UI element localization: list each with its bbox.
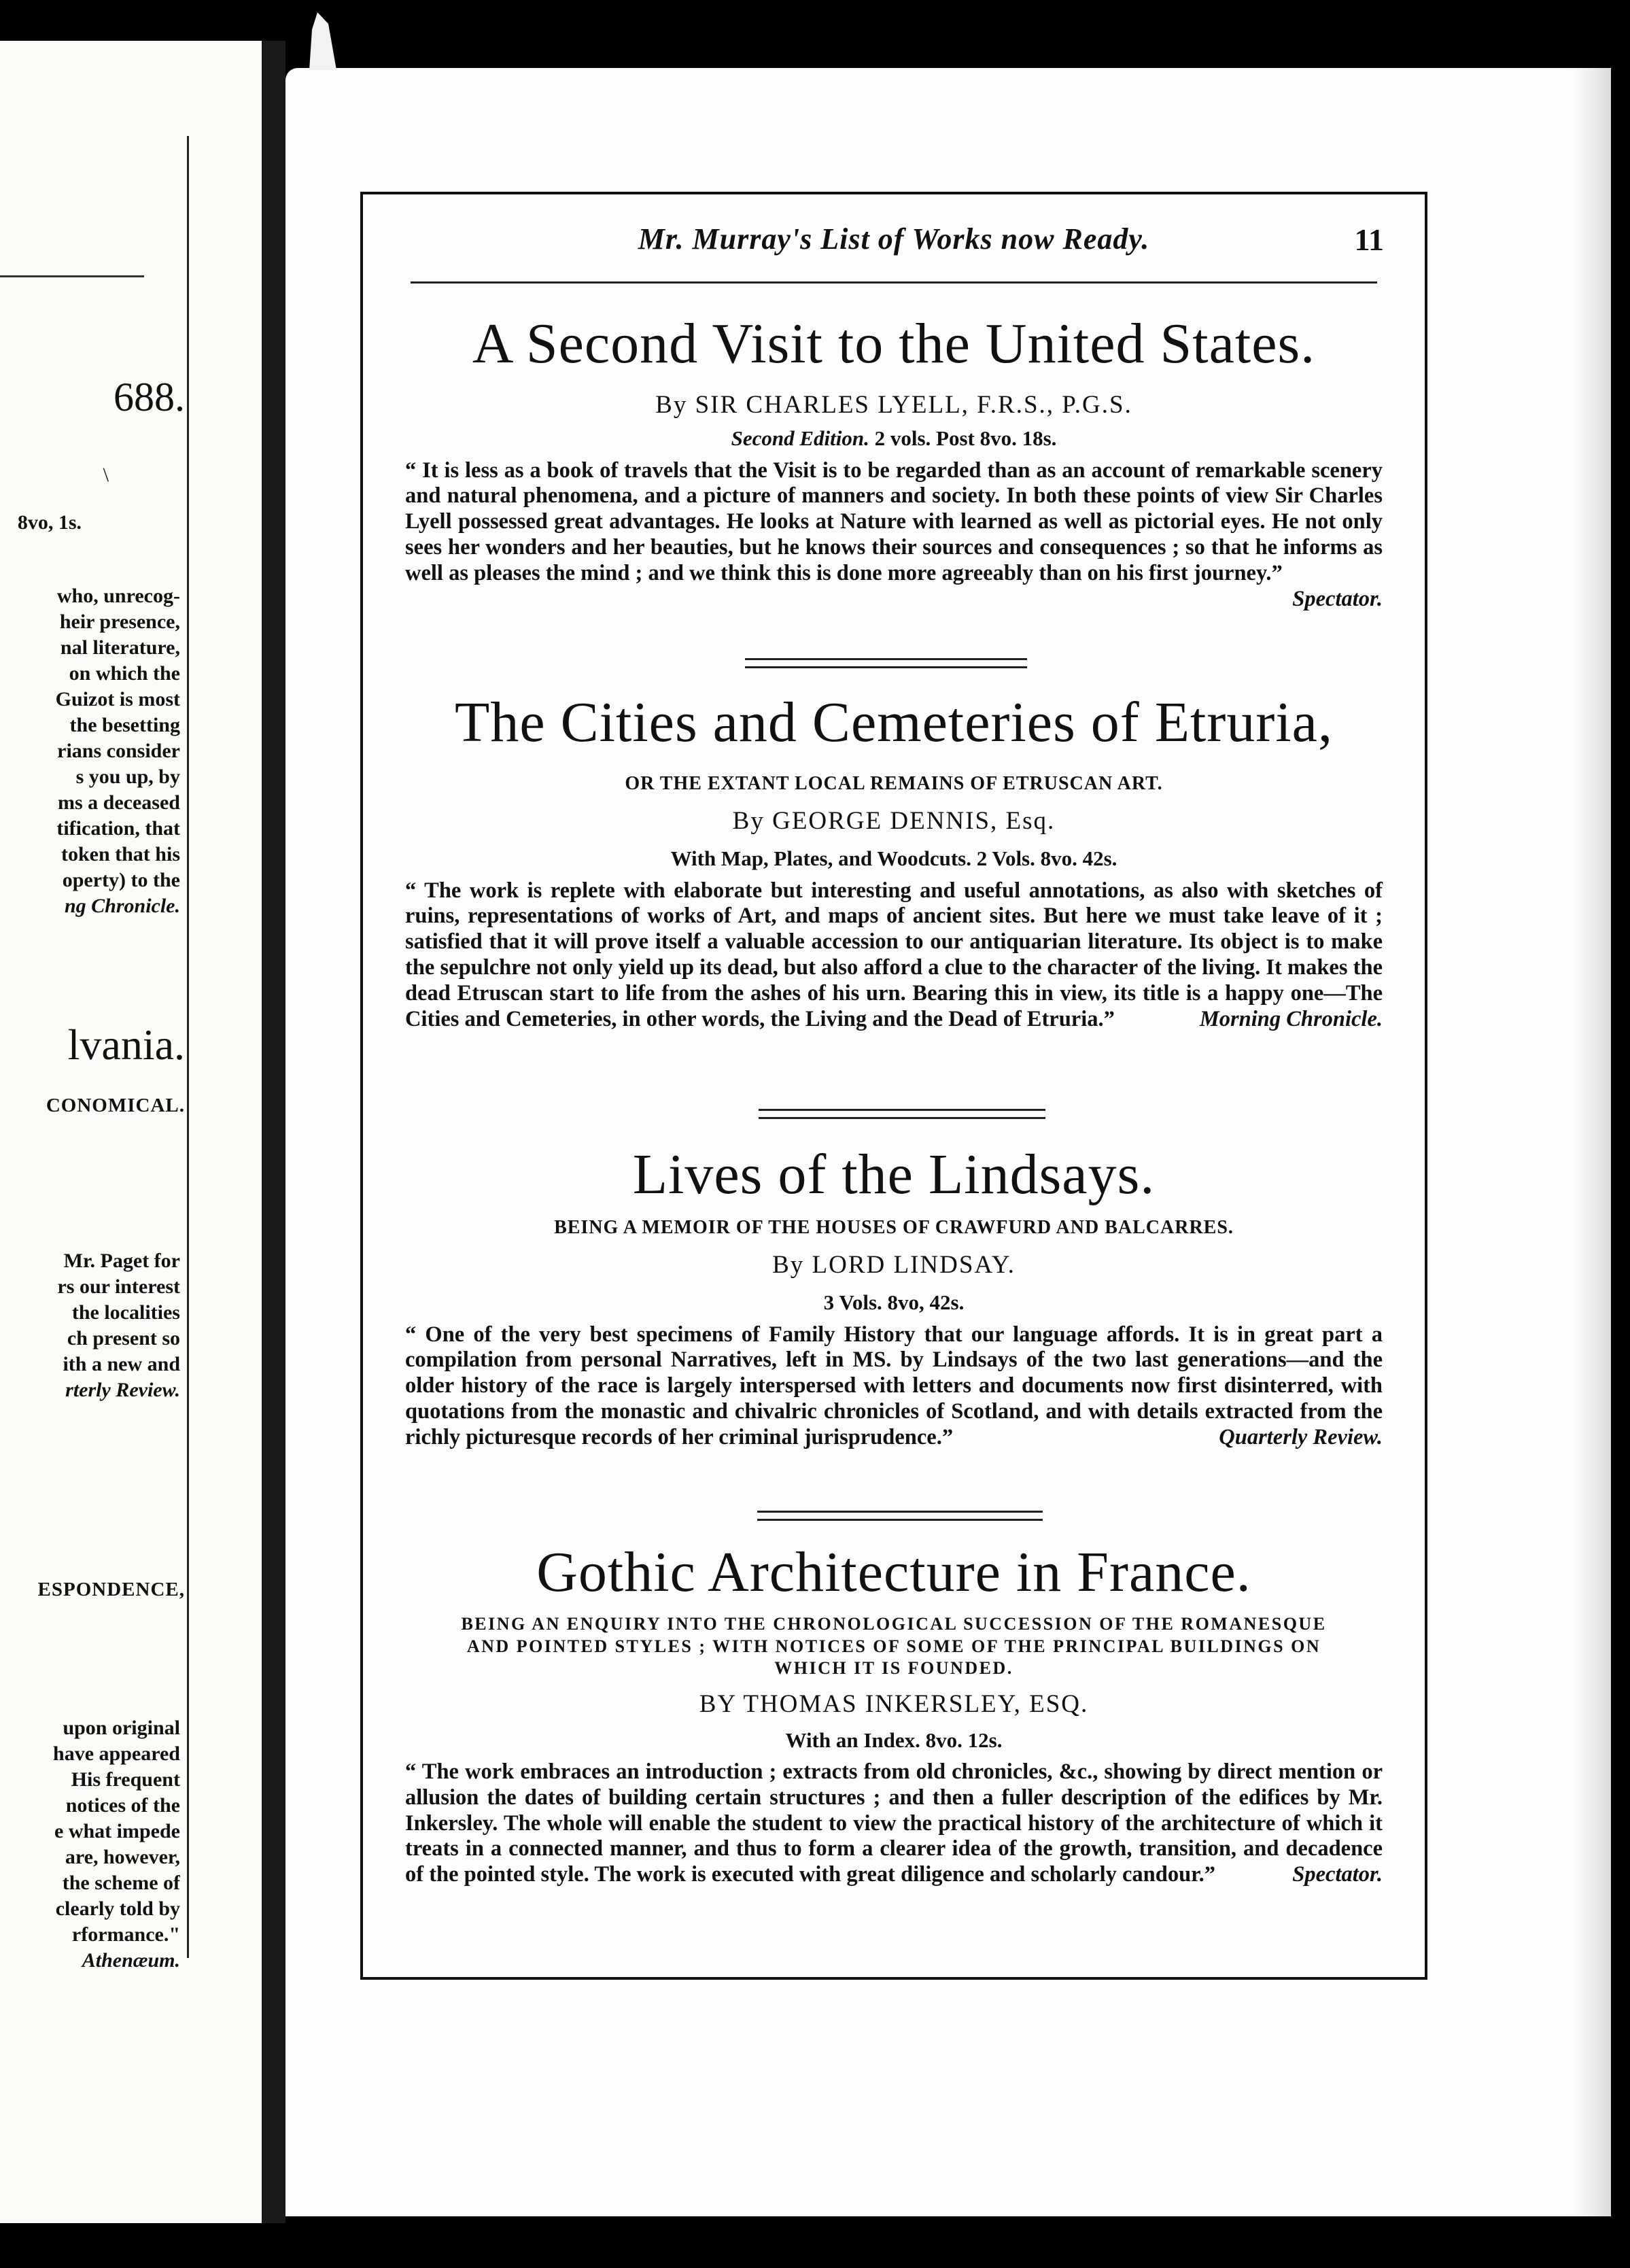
review-line: ms a deceased: [58, 791, 180, 814]
review-line: operty) to the: [62, 869, 180, 891]
review-line: rians consider: [57, 740, 180, 762]
left-page-mark: \: [103, 464, 109, 486]
review-line: upon original: [63, 1717, 180, 1739]
book-review-quote: [405, 1322, 1383, 1451]
book-review-quote: [405, 878, 1383, 1033]
section-divider: [745, 658, 1027, 668]
review-line: ch present so: [67, 1327, 180, 1350]
quote-source: Spectator.: [1292, 1862, 1383, 1887]
review-line: s you up, by: [75, 766, 180, 788]
left-page-title-2: lvania.: [67, 1020, 185, 1069]
left-page-frame-line: [187, 136, 189, 1958]
book-review-quote: [405, 458, 1383, 611]
review-line: ith a new and: [63, 1353, 180, 1375]
section-divider: [757, 1511, 1043, 1521]
review-line: notices of the: [65, 1794, 180, 1817]
review-line: His frequent: [71, 1768, 180, 1791]
book-author: BY THOMAS INKERSLEY, ESQ.: [699, 1689, 1089, 1718]
review-line: heir presence,: [59, 611, 180, 633]
review-line: rformance.": [71, 1923, 180, 1946]
edition-details: 2 vols. Post 8vo. 18s.: [869, 426, 1057, 451]
review-line: the scheme of: [62, 1872, 180, 1894]
running-head: [411, 222, 1384, 262]
book-edition: With Map, Plates, and Woodcuts. 2 Vols. 8vo. 42s.: [670, 846, 1117, 871]
review-line: who, unrecog-: [56, 585, 180, 607]
review-line: clearly told by: [55, 1897, 180, 1920]
quote-text: “ The work is replete with elaborate but interesting and useful annotations, as also with sketches of ruins, representations of works of Art, and maps of ancient sites. But here we must take leave of it ; satisfied that it will prove itself a valuable accession to our antiquarian literature. Its object is to make the sepulchre not only yield up its dead, but also afford a clue to the character of the living. It makes the dead Etruscan start to life from the ashes of his urn. Bearing this in view, its title is a happy one—The Cities and Cemeteries, in other words, the Living and the Dead of Etruria.”: [405, 878, 1383, 1031]
quote-text: “ The work embraces an introduction ; extracts from old chronicles, &c., showing by direct mention or allusion the dates of building certain structures ; and then a fuller description of the edifices by Mr. Inkersley. The whole will enable the student to view the practical history of the architecture of which it treats in a connected manner, and thus to form a clearer idea of the growth, transition, and decadence of the pointed style. The work is executed with great diligence and scholarly candour.”: [405, 1759, 1383, 1887]
review-line: Guizot is most: [55, 688, 180, 710]
left-page-caps-1: CONOMICAL.: [46, 1095, 185, 1116]
book-listing-lindsay: [405, 1143, 1383, 1451]
left-page-top-rule: [0, 275, 144, 277]
review-line: rs our interest: [57, 1275, 180, 1298]
edition-label: Second Edition.: [731, 426, 869, 451]
running-title: Mr. Murray's List of Works now Ready.: [638, 222, 1150, 256]
quote-text: “ One of the very best specimens of Family History that our language affords. It is in great part a compilation from personal Narratives, left in MS. by Lindsays of the two last generations—and the older history of the race is largely interspersed with letters and documents now first disinterred, with quotations from the monastic and chivalric chronicles of Scotland, and with details extracted from the richly picturesque records of her criminal jurisprudence.”: [405, 1322, 1383, 1449]
book-author: By GEORGE DENNIS, Esq.: [732, 807, 1056, 835]
review-line: are, however,: [65, 1846, 180, 1868]
quote-text: “ It is less as a book of travels that the Visit is to be regarded than as an account of remarkable scenery and natural phenomena, and a picture of manners and society. In both these points of view Sir Charles Lyell possessed great advantages. He looks at Nature with learned as well as pictorial eyes. He not only sees her wonders and her beauties, but he knows their sources and consequences ; so that he informs as well as pleases the mind ; and we think this is done more agreeably than on his first journey.”: [405, 458, 1383, 585]
book-subtitle: BEING AN ENQUIRY INTO THE CHRONOLOGICAL SUCCESSION OF THE ROMANESQUE AND POINTED STYLES ; WITH NOTICES OF SOME OF THE PRINCIPAL BUILDINGS ON WHICH IT IS FOUNDED.: [461, 1614, 1327, 1678]
book-author: By LORD LINDSAY.: [772, 1251, 1016, 1279]
left-page-year: 688.: [114, 375, 185, 419]
advert-frame: [360, 192, 1427, 1980]
review-line: e what impede: [54, 1820, 180, 1842]
book-edition: With an Index. 8vo. 12s.: [785, 1728, 1003, 1752]
review-line: the localities: [71, 1301, 180, 1324]
page-tab-mark: [309, 12, 336, 70]
quote-source: Quarterly Review.: [1219, 1424, 1383, 1449]
book-spine: [262, 41, 285, 2223]
book-title: The Cities and Cemeteries of Etruria,: [455, 691, 1333, 754]
book-edition: 3 Vols. 8vo, 42s.: [823, 1290, 965, 1315]
review-line: on which the: [69, 662, 180, 685]
book-subtitle: OR THE EXTANT LOCAL REMAINS OF ETRUSCAN ART.: [625, 773, 1163, 794]
book-author: By SIR CHARLES LYELL, F.R.S., P.G.S.: [655, 391, 1132, 419]
page-number: 11: [1354, 222, 1384, 257]
book-title: A Second Visit to the United States.: [472, 312, 1316, 375]
book-listing-dennis: [405, 691, 1383, 1032]
book-listing-lyell: [405, 312, 1383, 612]
book-title: Gothic Architecture in France.: [536, 1541, 1251, 1604]
header-rule: [411, 281, 1377, 284]
review-source: ng Chronicle.: [64, 895, 180, 917]
review-source: rterly Review.: [65, 1379, 180, 1401]
review-line: Mr. Paget for: [63, 1250, 180, 1272]
right-page-edge: [1570, 68, 1611, 2216]
left-page-caps-2: ESPONDENCE,: [37, 1579, 185, 1600]
review-line: nal literature,: [60, 636, 180, 659]
review-source: Athenæum.: [82, 1949, 180, 1972]
review-line: tification, that: [56, 817, 180, 840]
book-review-quote: [405, 1759, 1383, 1888]
left-page-price: 8vo, 1s.: [17, 511, 82, 534]
quote-source: Morning Chronicle.: [1199, 1006, 1383, 1031]
review-line: token that his: [60, 843, 180, 865]
book-edition: [405, 426, 1383, 451]
book-listing-inkersley: [405, 1541, 1383, 1888]
book-title: Lives of the Lindsays.: [632, 1143, 1156, 1206]
section-divider: [759, 1109, 1045, 1119]
review-line: have appeared: [53, 1742, 180, 1765]
review-line: the besetting: [69, 714, 180, 736]
book-subtitle: BEING A MEMOIR OF THE HOUSES OF CRAWFURD AND BALCARRES.: [554, 1217, 1234, 1238]
left-page: [0, 41, 262, 2223]
quote-source: Spectator.: [1292, 586, 1383, 611]
